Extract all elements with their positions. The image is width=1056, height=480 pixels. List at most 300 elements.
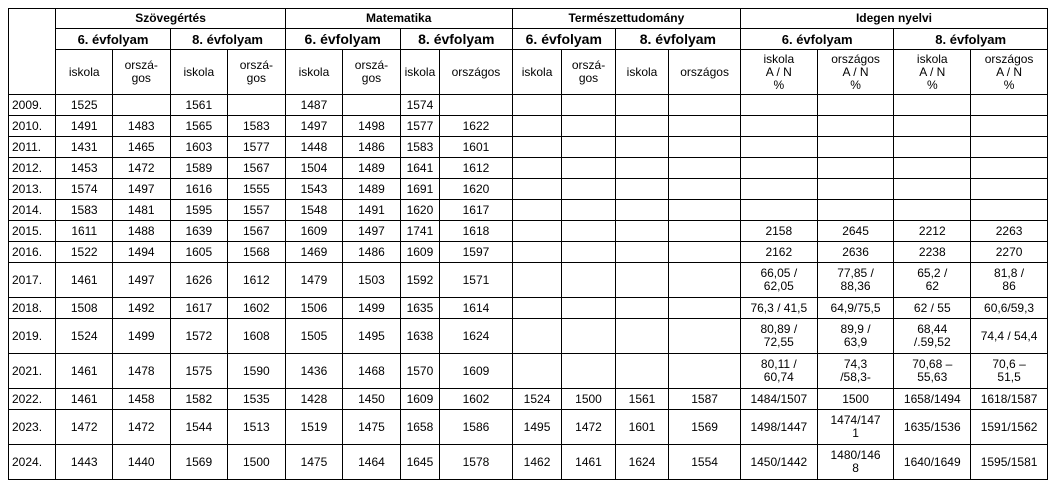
value-cell: 1589 xyxy=(170,158,228,179)
value-cell: 60,6/59,3 xyxy=(971,298,1048,319)
value-cell: 1436 xyxy=(285,354,343,389)
header-row-subjects xyxy=(9,9,1048,29)
value-cell xyxy=(512,158,561,179)
table-row xyxy=(9,319,1048,354)
value-cell: 81,8 / 86 xyxy=(971,263,1048,298)
value-cell: 2263 xyxy=(971,221,1048,242)
value-cell: 1484/1507 xyxy=(740,389,817,410)
value-cell: 1645 xyxy=(400,445,439,480)
value-cell: 62 / 55 xyxy=(894,298,971,319)
value-cell: 80,11 / 60,74 xyxy=(740,354,817,389)
value-cell: 1461 xyxy=(56,263,113,298)
value-cell xyxy=(669,354,741,389)
value-cell: 1658 xyxy=(400,410,439,445)
value-cell: 74,4 / 54,4 xyxy=(971,319,1048,354)
value-cell: 1616 xyxy=(170,179,228,200)
value-cell: 1479 xyxy=(285,263,343,298)
value-cell: 1453 xyxy=(56,158,113,179)
value-cell: 1475 xyxy=(343,410,401,445)
value-cell: 1602 xyxy=(228,298,286,319)
header-row-grades xyxy=(9,29,1048,50)
value-cell xyxy=(562,116,616,137)
value-cell: 1499 xyxy=(343,298,401,319)
value-cell: 1472 xyxy=(562,410,616,445)
group-header-szovegertes: Szövegértés xyxy=(56,9,285,29)
value-cell: 2158 xyxy=(740,221,817,242)
value-cell xyxy=(562,221,616,242)
value-cell: 1618/1587 xyxy=(971,389,1048,410)
value-cell: 1505 xyxy=(285,319,343,354)
column-header-orszagos-an: országos A / N % xyxy=(817,50,894,95)
value-cell: 1635 xyxy=(400,298,439,319)
value-cell: 68,44 /.59,52 xyxy=(894,319,971,354)
value-cell: 1602 xyxy=(440,389,513,410)
value-cell xyxy=(894,158,971,179)
value-cell: 1428 xyxy=(285,389,343,410)
value-cell: 1568 xyxy=(228,242,286,263)
year-cell: 2021. xyxy=(9,354,56,389)
value-cell xyxy=(615,298,669,319)
value-cell: 89,9 / 63,9 xyxy=(817,319,894,354)
value-cell: 1548 xyxy=(285,200,343,221)
year-cell: 2023. xyxy=(9,410,56,445)
value-cell xyxy=(971,116,1048,137)
value-cell: 1569 xyxy=(170,445,228,480)
value-cell xyxy=(817,200,894,221)
value-cell: 1524 xyxy=(512,389,561,410)
column-header-iskola: iskola xyxy=(615,50,669,95)
value-cell xyxy=(615,263,669,298)
value-cell xyxy=(512,263,561,298)
table-row xyxy=(9,116,1048,137)
value-cell: 1543 xyxy=(285,179,343,200)
value-cell xyxy=(740,137,817,158)
value-cell xyxy=(615,221,669,242)
value-cell xyxy=(971,179,1048,200)
value-cell: 1500 xyxy=(817,389,894,410)
value-cell: 1561 xyxy=(615,389,669,410)
value-cell xyxy=(740,95,817,116)
value-cell: 76,3 / 41,5 xyxy=(740,298,817,319)
value-cell: 1489 xyxy=(343,179,401,200)
value-cell: 1472 xyxy=(112,410,170,445)
value-cell: 1624 xyxy=(615,445,669,480)
value-cell: 80,89 / 72,55 xyxy=(740,319,817,354)
value-cell xyxy=(894,137,971,158)
value-cell: 1658/1494 xyxy=(894,389,971,410)
value-cell xyxy=(512,354,561,389)
value-cell xyxy=(512,137,561,158)
value-cell: 1487 xyxy=(285,95,343,116)
value-cell: 1448 xyxy=(285,137,343,158)
grade-header: 6. évfolyam xyxy=(285,29,400,50)
value-cell xyxy=(512,200,561,221)
value-cell: 2212 xyxy=(894,221,971,242)
value-cell: 1450 xyxy=(343,389,401,410)
value-cell: 64,9/75,5 xyxy=(817,298,894,319)
value-cell: 1641 xyxy=(400,158,439,179)
value-cell xyxy=(817,179,894,200)
value-cell xyxy=(669,242,741,263)
year-cell: 2017. xyxy=(9,263,56,298)
column-header-iskola-an: iskola A / N % xyxy=(740,50,817,95)
value-cell: 1491 xyxy=(56,116,113,137)
results-table xyxy=(8,8,1048,480)
value-cell: 1464 xyxy=(343,445,401,480)
table-row xyxy=(9,410,1048,445)
value-cell xyxy=(615,179,669,200)
value-cell xyxy=(669,116,741,137)
value-cell xyxy=(817,137,894,158)
grade-header: 8. évfolyam xyxy=(400,29,512,50)
value-cell xyxy=(669,158,741,179)
value-cell xyxy=(894,116,971,137)
value-cell xyxy=(343,95,401,116)
value-cell: 1624 xyxy=(440,319,513,354)
value-cell: 1574 xyxy=(400,95,439,116)
table-row xyxy=(9,445,1048,480)
value-cell: 1491 xyxy=(343,200,401,221)
value-cell: 1612 xyxy=(228,263,286,298)
value-cell: 1519 xyxy=(285,410,343,445)
value-cell xyxy=(562,200,616,221)
value-cell xyxy=(512,319,561,354)
year-cell: 2016. xyxy=(9,242,56,263)
value-cell xyxy=(562,137,616,158)
year-cell: 2012. xyxy=(9,158,56,179)
value-cell: 1478 xyxy=(112,354,170,389)
value-cell: 1504 xyxy=(285,158,343,179)
value-cell: 1486 xyxy=(343,242,401,263)
value-cell xyxy=(512,116,561,137)
value-cell xyxy=(562,354,616,389)
value-cell: 1572 xyxy=(170,319,228,354)
value-cell: 1741 xyxy=(400,221,439,242)
value-cell: 1525 xyxy=(56,95,113,116)
year-cell: 2011. xyxy=(9,137,56,158)
column-header-orszagos: orszá- gos xyxy=(562,50,616,95)
value-cell: 2238 xyxy=(894,242,971,263)
value-cell: 1468 xyxy=(343,354,401,389)
value-cell xyxy=(615,200,669,221)
table-row xyxy=(9,200,1048,221)
table-row xyxy=(9,179,1048,200)
value-cell: 1495 xyxy=(343,319,401,354)
value-cell xyxy=(669,319,741,354)
value-cell: 1567 xyxy=(228,158,286,179)
column-header-orszagos: orszá- gos xyxy=(343,50,401,95)
value-cell: 1570 xyxy=(400,354,439,389)
value-cell: 1554 xyxy=(669,445,741,480)
corner-cell xyxy=(9,9,56,95)
value-cell: 1609 xyxy=(400,389,439,410)
value-cell: 1587 xyxy=(669,389,741,410)
value-cell: 1475 xyxy=(285,445,343,480)
value-cell: 2636 xyxy=(817,242,894,263)
value-cell xyxy=(615,354,669,389)
value-cell: 1465 xyxy=(112,137,170,158)
grade-header: 6. évfolyam xyxy=(512,29,615,50)
value-cell xyxy=(669,95,741,116)
value-cell: 1618 xyxy=(440,221,513,242)
value-cell: 1492 xyxy=(112,298,170,319)
table-row xyxy=(9,298,1048,319)
value-cell: 1488 xyxy=(112,221,170,242)
value-cell xyxy=(669,200,741,221)
table-row xyxy=(9,263,1048,298)
value-cell: 1691 xyxy=(400,179,439,200)
value-cell xyxy=(112,95,170,116)
value-cell: 1555 xyxy=(228,179,286,200)
value-cell xyxy=(817,116,894,137)
table-row xyxy=(9,221,1048,242)
value-cell xyxy=(740,179,817,200)
column-header-iskola: iskola xyxy=(512,50,561,95)
value-cell: 65,2 / 62 xyxy=(894,263,971,298)
year-cell: 2009. xyxy=(9,95,56,116)
value-cell xyxy=(740,116,817,137)
value-cell: 1469 xyxy=(285,242,343,263)
value-cell: 1494 xyxy=(112,242,170,263)
header-row-columns xyxy=(9,50,1048,95)
value-cell xyxy=(228,95,286,116)
value-cell: 2645 xyxy=(817,221,894,242)
group-header-idegen-nyelv: Idegen nyelvi xyxy=(740,9,1047,29)
value-cell xyxy=(512,221,561,242)
value-cell xyxy=(512,298,561,319)
value-cell xyxy=(562,158,616,179)
column-header-iskola-an: iskola A / N % xyxy=(894,50,971,95)
value-cell: 1431 xyxy=(56,137,113,158)
value-cell: 1561 xyxy=(170,95,228,116)
value-cell xyxy=(817,158,894,179)
value-cell: 1506 xyxy=(285,298,343,319)
year-cell: 2022. xyxy=(9,389,56,410)
value-cell xyxy=(669,179,741,200)
grade-header: 8. évfolyam xyxy=(894,29,1048,50)
value-cell: 1595/1581 xyxy=(971,445,1048,480)
value-cell: 1472 xyxy=(56,410,113,445)
year-cell: 2024. xyxy=(9,445,56,480)
value-cell: 1483 xyxy=(112,116,170,137)
value-cell: 1571 xyxy=(440,263,513,298)
value-cell: 1595 xyxy=(170,200,228,221)
value-cell xyxy=(669,137,741,158)
value-cell: 1500 xyxy=(228,445,286,480)
value-cell xyxy=(512,95,561,116)
value-cell: 1614 xyxy=(440,298,513,319)
value-cell xyxy=(615,116,669,137)
value-cell xyxy=(669,298,741,319)
value-cell: 1458 xyxy=(112,389,170,410)
value-cell: 1462 xyxy=(512,445,561,480)
column-header-orszagos: országos xyxy=(440,50,513,95)
column-header-orszagos-an: országos A / N % xyxy=(971,50,1048,95)
value-cell xyxy=(562,95,616,116)
value-cell: 1461 xyxy=(56,389,113,410)
value-cell xyxy=(669,263,741,298)
value-cell: 1565 xyxy=(170,116,228,137)
value-cell: 1608 xyxy=(228,319,286,354)
year-cell: 2014. xyxy=(9,200,56,221)
value-cell: 1474/147 1 xyxy=(817,410,894,445)
value-cell: 1590 xyxy=(228,354,286,389)
value-cell xyxy=(440,95,513,116)
value-cell: 1609 xyxy=(400,242,439,263)
value-cell: 1575 xyxy=(170,354,228,389)
value-cell: 70,68 – 55,63 xyxy=(894,354,971,389)
value-cell: 1524 xyxy=(56,319,113,354)
value-cell: 1601 xyxy=(615,410,669,445)
value-cell: 1605 xyxy=(170,242,228,263)
value-cell: 74,3 /58,3- xyxy=(817,354,894,389)
column-header-iskola: iskola xyxy=(170,50,228,95)
value-cell: 1440 xyxy=(112,445,170,480)
value-cell: 1497 xyxy=(343,221,401,242)
table-row xyxy=(9,137,1048,158)
table-row xyxy=(9,242,1048,263)
column-header-iskola: iskola xyxy=(56,50,113,95)
table-row xyxy=(9,389,1048,410)
value-cell: 1640/1649 xyxy=(894,445,971,480)
value-cell: 1577 xyxy=(400,116,439,137)
column-header-orszagos: orszá- gos xyxy=(112,50,170,95)
value-cell: 1522 xyxy=(56,242,113,263)
value-cell xyxy=(740,200,817,221)
value-cell: 1617 xyxy=(440,200,513,221)
value-cell: 1591/1562 xyxy=(971,410,1048,445)
value-cell: 1503 xyxy=(343,263,401,298)
value-cell: 1461 xyxy=(56,354,113,389)
value-cell: 1489 xyxy=(343,158,401,179)
column-header-orszagos: országos xyxy=(669,50,741,95)
value-cell: 1603 xyxy=(170,137,228,158)
table-row xyxy=(9,158,1048,179)
value-cell: 2162 xyxy=(740,242,817,263)
value-cell xyxy=(971,95,1048,116)
value-cell xyxy=(615,95,669,116)
value-cell: 1472 xyxy=(112,158,170,179)
value-cell: 1620 xyxy=(440,179,513,200)
value-cell: 1499 xyxy=(112,319,170,354)
value-cell: 1617 xyxy=(170,298,228,319)
value-cell: 1513 xyxy=(228,410,286,445)
value-cell xyxy=(894,179,971,200)
value-cell: 1498/1447 xyxy=(740,410,817,445)
value-cell: 1578 xyxy=(440,445,513,480)
year-cell: 2019. xyxy=(9,319,56,354)
value-cell xyxy=(512,179,561,200)
value-cell: 2270 xyxy=(971,242,1048,263)
grade-header: 8. évfolyam xyxy=(170,29,285,50)
table-row xyxy=(9,354,1048,389)
value-cell xyxy=(894,95,971,116)
value-cell: 1497 xyxy=(112,263,170,298)
year-cell: 2013. xyxy=(9,179,56,200)
year-cell: 2015. xyxy=(9,221,56,242)
value-cell: 1535 xyxy=(228,389,286,410)
value-cell: 1498 xyxy=(343,116,401,137)
value-cell: 1620 xyxy=(400,200,439,221)
value-cell: 1601 xyxy=(440,137,513,158)
value-cell: 1569 xyxy=(669,410,741,445)
value-cell: 1461 xyxy=(562,445,616,480)
value-cell: 1626 xyxy=(170,263,228,298)
value-cell: 1583 xyxy=(228,116,286,137)
value-cell xyxy=(562,319,616,354)
grade-header: 8. évfolyam xyxy=(615,29,740,50)
value-cell xyxy=(562,298,616,319)
value-cell xyxy=(971,137,1048,158)
value-cell: 1544 xyxy=(170,410,228,445)
value-cell xyxy=(669,221,741,242)
value-cell: 1609 xyxy=(440,354,513,389)
value-cell xyxy=(971,158,1048,179)
column-header-orszagos: orszá- gos xyxy=(228,50,286,95)
value-cell xyxy=(971,200,1048,221)
value-cell xyxy=(894,200,971,221)
value-cell: 1500 xyxy=(562,389,616,410)
grade-header: 6. évfolyam xyxy=(56,29,170,50)
value-cell: 1557 xyxy=(228,200,286,221)
value-cell: 1567 xyxy=(228,221,286,242)
value-cell: 1638 xyxy=(400,319,439,354)
value-cell xyxy=(740,158,817,179)
value-cell: 1635/1536 xyxy=(894,410,971,445)
value-cell: 70,6 – 51,5 xyxy=(971,354,1048,389)
column-header-iskola: iskola xyxy=(400,50,439,95)
value-cell: 1597 xyxy=(440,242,513,263)
value-cell: 1480/146 8 xyxy=(817,445,894,480)
value-cell: 1583 xyxy=(400,137,439,158)
value-cell: 1497 xyxy=(285,116,343,137)
value-cell: 1609 xyxy=(285,221,343,242)
year-cell: 2010. xyxy=(9,116,56,137)
results-table-body xyxy=(9,9,1048,480)
value-cell xyxy=(562,242,616,263)
value-cell: 1481 xyxy=(112,200,170,221)
value-cell xyxy=(562,263,616,298)
value-cell: 1486 xyxy=(343,137,401,158)
column-header-iskola: iskola xyxy=(285,50,343,95)
value-cell xyxy=(615,242,669,263)
value-cell: 1574 xyxy=(56,179,113,200)
value-cell xyxy=(817,95,894,116)
value-cell: 1586 xyxy=(440,410,513,445)
value-cell: 1583 xyxy=(56,200,113,221)
value-cell xyxy=(615,137,669,158)
grade-header: 6. évfolyam xyxy=(740,29,893,50)
year-cell: 2018. xyxy=(9,298,56,319)
value-cell: 1612 xyxy=(440,158,513,179)
value-cell: 1443 xyxy=(56,445,113,480)
value-cell: 1622 xyxy=(440,116,513,137)
value-cell: 1508 xyxy=(56,298,113,319)
value-cell xyxy=(512,242,561,263)
value-cell: 66,05 / 62,05 xyxy=(740,263,817,298)
value-cell: 1639 xyxy=(170,221,228,242)
value-cell: 77,85 / 88,36 xyxy=(817,263,894,298)
group-header-termeszettudomany: Természettudomány xyxy=(512,9,740,29)
table-row xyxy=(9,95,1048,116)
value-cell: 1450/1442 xyxy=(740,445,817,480)
value-cell: 1495 xyxy=(512,410,561,445)
value-cell xyxy=(615,319,669,354)
value-cell xyxy=(615,158,669,179)
group-header-matematika: Matematika xyxy=(285,9,512,29)
value-cell: 1582 xyxy=(170,389,228,410)
value-cell xyxy=(562,179,616,200)
